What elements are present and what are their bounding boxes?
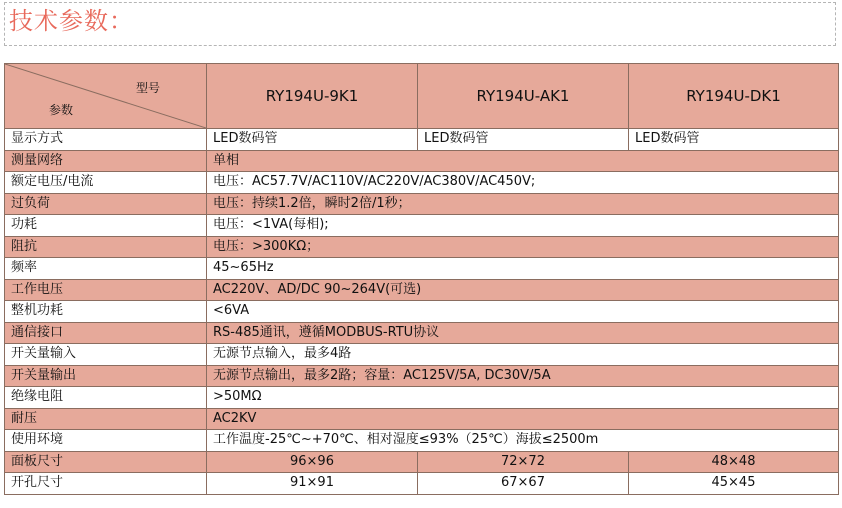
- row-label: 通信接口: [5, 322, 207, 344]
- table-row: [5, 129, 839, 151]
- row-label: 绝缘电阻: [5, 387, 207, 409]
- row-value: 单相: [207, 150, 839, 172]
- row-label: 额定电压/电流: [5, 172, 207, 194]
- row-value: 无源节点输出，最多2路；容量：AC125V/5A, DC30V/5A: [207, 365, 839, 387]
- page-title: 技术参数：: [9, 7, 134, 35]
- title-box: [4, 2, 836, 46]
- row-cell: 45×45: [629, 473, 839, 495]
- row-label: 频率: [5, 258, 207, 280]
- corner-model-label: 型号: [135, 81, 160, 95]
- row-label: 开关量输入: [5, 344, 207, 366]
- table-row: [5, 172, 839, 194]
- model-header-dk1: RY194U-DK1: [629, 64, 839, 129]
- table-row: [5, 473, 839, 495]
- row-cell: 96×96: [207, 451, 418, 473]
- row-cell: 48×48: [629, 451, 839, 473]
- table-row: [5, 344, 839, 366]
- row-value: AC220V、AD/DC 90~264V(可选): [207, 279, 839, 301]
- row-label: 测量网络: [5, 150, 207, 172]
- row-label: 过负荷: [5, 193, 207, 215]
- row-label: 工作电压: [5, 279, 207, 301]
- table-row: [5, 408, 839, 430]
- row-value: 工作温度-25℃~+70℃、相对湿度≤93%（25℃）海拔≤2500m: [207, 430, 839, 452]
- row-value: AC2KV: [207, 408, 839, 430]
- row-label: 阻抗: [5, 236, 207, 258]
- table-row: [5, 279, 839, 301]
- table-row: [5, 365, 839, 387]
- row-value: <6VA: [207, 301, 839, 323]
- row-value: RS-485通讯，遵循MODBUS-RTU协议: [207, 322, 839, 344]
- row-cell: 91×91: [207, 473, 418, 495]
- table-row: [5, 430, 839, 452]
- corner-cell: [5, 64, 207, 129]
- row-label: 面板尺寸: [5, 451, 207, 473]
- row-cell: LED数码管: [207, 129, 418, 151]
- row-value: 电压：AC57.7V/AC110V/AC220V/AC380V/AC450V;: [207, 172, 839, 194]
- row-label: 开孔尺寸: [5, 473, 207, 495]
- row-label: 开关量输出: [5, 365, 207, 387]
- row-label: 整机功耗: [5, 301, 207, 323]
- row-cell: LED数码管: [418, 129, 629, 151]
- table-row: [5, 451, 839, 473]
- table-row: [5, 387, 839, 409]
- table-row: [5, 215, 839, 237]
- row-cell: LED数码管: [629, 129, 839, 151]
- row-value: 电压：<1VA(每相);: [207, 215, 839, 237]
- row-label: 使用环境: [5, 430, 207, 452]
- row-label: 功耗: [5, 215, 207, 237]
- corner-param-label: 参数: [49, 103, 74, 117]
- row-value: >50MΩ: [207, 387, 839, 409]
- model-header-9k1: RY194U-9K1: [207, 64, 418, 129]
- row-cell: 72×72: [418, 451, 629, 473]
- table-header-row: [5, 64, 839, 129]
- row-value: 电压：持续1.2倍，瞬时2倍/1秒；: [207, 193, 839, 215]
- row-label: 显示方式: [5, 129, 207, 151]
- table-row: [5, 301, 839, 323]
- table-row: [5, 193, 839, 215]
- spec-table: [4, 63, 839, 495]
- row-value: 电压：>300KΩ；: [207, 236, 839, 258]
- diagonal-line: [5, 64, 206, 128]
- table-row: [5, 150, 839, 172]
- row-label: 耐压: [5, 408, 207, 430]
- row-cell: 67×67: [418, 473, 629, 495]
- table-row: [5, 258, 839, 280]
- table-row: [5, 322, 839, 344]
- table-row: [5, 236, 839, 258]
- model-header-ak1: RY194U-AK1: [418, 64, 629, 129]
- row-value: 无源节点输入，最多4路: [207, 344, 839, 366]
- row-value: 45~65Hz: [207, 258, 839, 280]
